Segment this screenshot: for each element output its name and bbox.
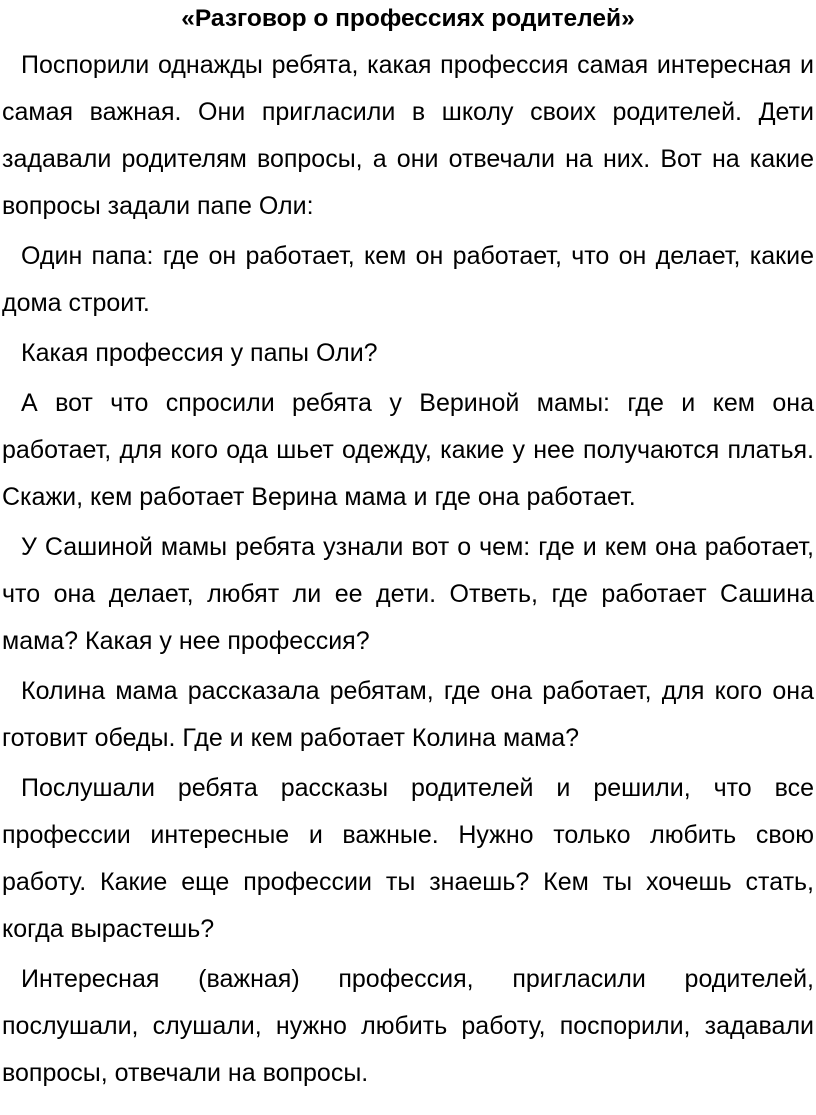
- paragraph-5: У Сашиной мамы ребята узнали вот о чем: где и кем она работает, что она делает, любят ли ее дети. Ответь, где работает Сашина мама? Какая у нее профессия?: [2, 533, 814, 655]
- paragraph-6: Колина мама рассказала ребятам, где она работает, для кого она готовит обеды. Где и кем работает Колина мама?: [2, 677, 814, 752]
- document-title: «Разговор о профессиях родителей»: [181, 5, 635, 32]
- paragraph-2: Один папа: где он работает, кем он работает, что он делает, какие дома строит.: [2, 242, 814, 317]
- paragraph-4: А вот что спросили ребята у Вериной мамы: где и кем она работает, для кого ода шьет одежду, какие у нее получаются платья. Скажи, кем работает Верина мама и где она работает.: [2, 389, 814, 511]
- paragraph-1: Поспорили однажды ребята, какая профессия самая интересная и самая важная. Они пригласили в школу своих родителей. Дети задавали родителям вопросы, а они отвечали на них. Вот на какие вопросы задали папе Оли:: [2, 51, 814, 220]
- paragraph-7: Послушали ребята рассказы родителей и решили, что все профессии интересные и важные. Нужно только любить свою работу. Какие еще профессии ты знаешь? Кем ты хочешь стать, когда вырастешь?: [2, 774, 814, 943]
- document-body: [2, 42, 814, 1097]
- paragraph-8: Интересная (важная) профессия, пригласили родителей, послушали, слушали, нужно любить работу, поспорили, задавали вопросы, отвечали на вопросы.: [2, 965, 814, 1087]
- paragraph-3: Какая профессия у папы Оли?: [21, 339, 378, 367]
